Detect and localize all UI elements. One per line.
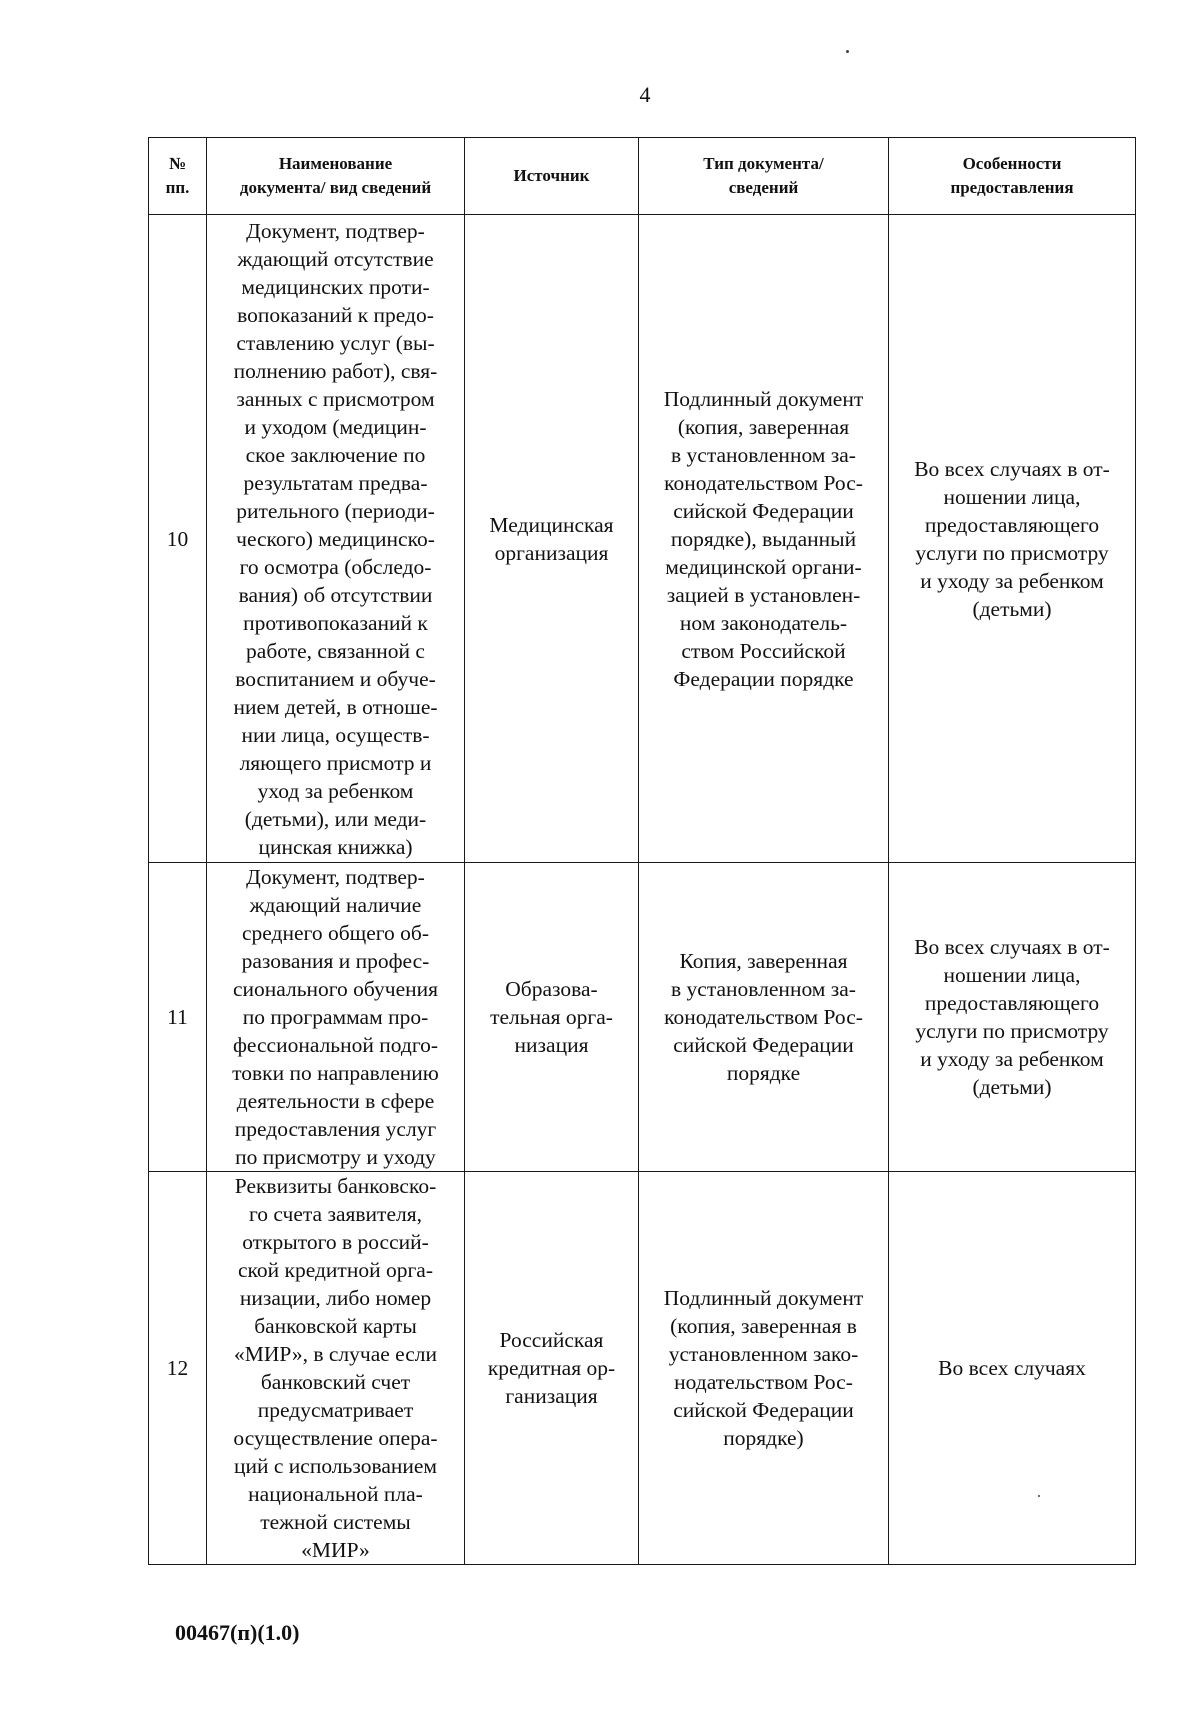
document-code: 00467(п)(1.0) [175, 1620, 300, 1645]
row-number: 12 [149, 1172, 207, 1565]
row-source: Медицинская организация [465, 215, 639, 863]
table-row [149, 1172, 1136, 1565]
row-number: 10 [149, 215, 207, 863]
table-row [149, 863, 1136, 1172]
header-document-type: Тип документа/ сведений [639, 138, 889, 215]
row-features: Во всех случаях в от- ношении лица, предоставляющего услуги по присмотру и уходу за ребенком (детьми) [889, 215, 1136, 863]
header-document-name: Наименование документа/ вид сведений [207, 138, 465, 215]
header-number: № пп. [149, 138, 207, 215]
table-row [149, 215, 1136, 863]
table-header-row [149, 138, 1136, 215]
row-document-name: Реквизиты банковско- го счета заявителя, открытого в россий- ской кредитной орга- низации, либо номер банковской карты «МИР», в случае если банковский счет предусматривает осуществление опера- ций с использованием национальной пла- тежной системы «МИР» [207, 1172, 465, 1565]
documents-table [148, 137, 1136, 1565]
page-number: 4 [639, 82, 651, 107]
row-source: Образова- тельная орга- низация [465, 863, 639, 1172]
row-features: Во всех случаях в от- ношении лица, предоставляющего услуги по присмотру и уходу за ребенком (детьми) [889, 863, 1136, 1172]
row-features: Во всех случаях [889, 1172, 1136, 1565]
scan-speck [846, 50, 849, 53]
row-document-name: Документ, подтвер- ждающий отсутствие медицинских проти- вопоказаний к предо- ставлению услуг (вы- полнению работ), свя- занных с присмотром и уходом (медицин- ское заключение по результатам предва- рительного (периоди- ческого) медицинско- го осмотра (обследо- вания) об отсутствии противопоказаний к работе, связанной с воспитанием и обуче- нием детей, в отноше- нии лица, осуществ- ляющего присмотр и уход за ребенком (детьми), или меди- цинская книжка) [207, 215, 465, 863]
header-source: Источник [465, 138, 639, 215]
row-document-type: Подлинный документ (копия, заверенная в установленном зако- нодательством Рос- сийской Федерации порядке) [639, 1172, 889, 1565]
row-source: Российская кредитная ор- ганизация [465, 1172, 639, 1565]
header-features: Особенности предоставления [889, 138, 1136, 215]
row-document-type: Копия, заверенная в установленном за- конодательством Рос- сийской Федерации порядке [639, 863, 889, 1172]
row-document-name: Документ, подтвер- ждающий наличие среднего общего об- разования и профес- сионального обучения по программам про- фессиональной подго- товки по направлению деятельности в сфере предоставления услуг по присмотру и уходу [207, 863, 465, 1172]
row-document-type: Подлинный документ (копия, заверенная в установленном за- конодательством Рос- сийской Федерации порядке), выданный медицинской органи- зацией в установлен- ном законодатель- ством Российской Федерации порядке [639, 215, 889, 863]
row-number: 11 [149, 863, 207, 1172]
scan-speck [1038, 1495, 1040, 1497]
